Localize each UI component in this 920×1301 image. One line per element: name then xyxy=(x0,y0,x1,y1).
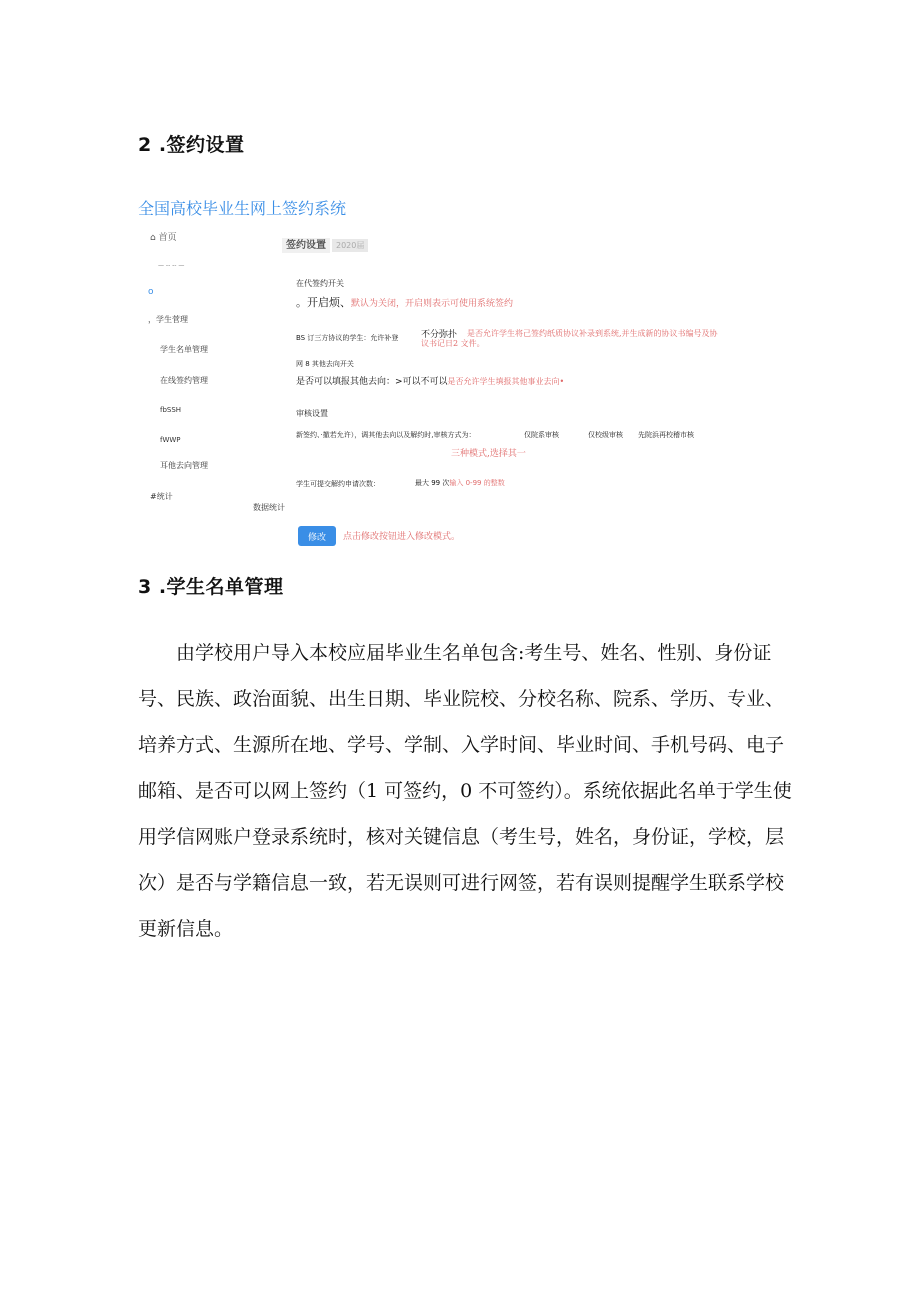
online-switch-value[interactable]: 。开启烦、 xyxy=(296,296,351,309)
third-party-note-1: 是否允许学生将己签约纸质协议补录到系统,并生成新的协议书编号及协 xyxy=(467,329,718,338)
audit-label: 审核设置 xyxy=(296,409,328,418)
home-icon: ⌂ xyxy=(150,233,156,243)
cancel-note: 输入 0-99 的整数 xyxy=(449,479,505,487)
cancel-value[interactable]: 最大 99 次 xyxy=(415,479,450,487)
audit-option-dept[interactable]: 仅院系审核 xyxy=(524,431,559,439)
other-dest-value[interactable]: 是否可以填报其他去向：>可以不可以 xyxy=(296,377,448,387)
other-dest-label: 网 8 其他去向开关 xyxy=(296,360,354,368)
body-paragraph: 由学校用户导入本校应届毕业生名单包含:考生号、姓名、性别、身份证号、民族、政治面貌、出生日期、毕业院校、分校名称、院系、学历、专业、培养方式、生源所在地、学号、学制、入学时间、毕业时间、手机号码、电子邮箱、是否可以网上签约（1 可签约，0 不可签约）。系统依据此名单于学生使用学信网账户登录系统时，核对关键信息（考生号，姓名，身份证，学校，层次）是否与学籍信息一致，若无误则可进行网签，若有误则提醒学生联系学校更新信息。 xyxy=(138,642,792,940)
modify-note: 点击修改按钮进入修改模式。 xyxy=(343,532,461,542)
nav-item-online-sign[interactable]: 在线签约管理 xyxy=(160,376,208,385)
nav-home-label: 首页 xyxy=(158,233,177,243)
audit-option-both[interactable]: 先院浜再校稽市核 xyxy=(638,431,694,439)
cancel-row xyxy=(415,478,505,488)
tab-sign-settings[interactable]: 签约设置 xyxy=(282,238,330,253)
nav-stats[interactable]: #统计 xyxy=(150,492,173,501)
panel-tabs xyxy=(282,233,368,252)
section-2-title: 2 .签约设置 xyxy=(138,134,245,156)
nav-home[interactable] xyxy=(150,230,177,243)
nav-student-mgmt[interactable]: ，学生菅理 xyxy=(148,315,188,324)
online-switch-note: 默认为关闭，开启则表示可使用系统签约 xyxy=(351,299,514,309)
nav-item-fwwp[interactable]: fWWP xyxy=(160,436,181,444)
audit-desc: 新签约、·撤若允许），调其他去向以及解约时,审核方式为： xyxy=(296,431,476,439)
tab-year: 2020届 xyxy=(332,239,368,252)
third-party-label: BS 订三方协议的学生：允许补登 xyxy=(296,334,399,342)
nav-item-other-dest[interactable]: 耳他去向管理 xyxy=(160,461,208,470)
nav-circle: o xyxy=(148,287,154,297)
online-switch-label: 在代签约开关 xyxy=(296,279,344,288)
nav-data-stats[interactable]: 数据统计 xyxy=(253,503,285,512)
nav-item-student-list[interactable]: 学生名单管理 xyxy=(160,345,208,354)
system-title: 全国高校毕业生网上签约系统 xyxy=(138,199,347,218)
other-dest-row xyxy=(296,374,564,387)
third-party-value[interactable]: 不分弥扑 xyxy=(421,330,458,340)
nav-divider: — -- -- — xyxy=(158,262,185,269)
third-party-note-2: 议书记日2 文件。 xyxy=(421,339,485,348)
audit-note: 三种模式,选择其一 xyxy=(451,449,526,459)
nav-item-fbssh[interactable]: fbSSH xyxy=(160,406,182,414)
other-dest-note: 是否允许学生填报其他事业去向• xyxy=(447,377,565,386)
audit-option-school[interactable]: 仅校级审核 xyxy=(588,431,623,439)
section-3-title: 3 .学生名单管理 xyxy=(138,576,284,598)
online-switch-row xyxy=(296,291,513,310)
cancel-label: 学生可提交解约申请次数： xyxy=(296,480,380,488)
modify-button[interactable]: 修改 xyxy=(298,526,336,546)
